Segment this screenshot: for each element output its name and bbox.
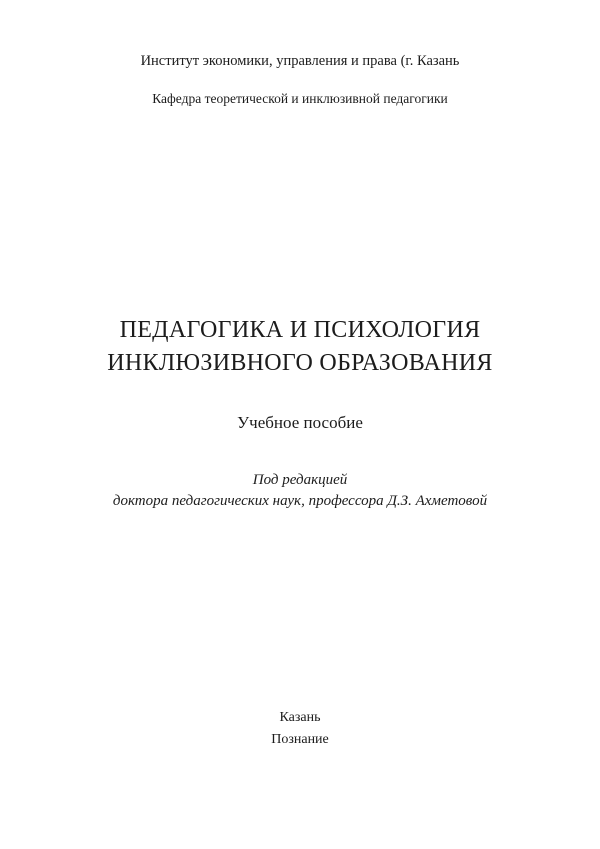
institute-name: Институт экономики, управления и права (г. Казань xyxy=(140,53,460,69)
imprint-city: Казань xyxy=(279,710,321,725)
editor-credit xyxy=(0,470,600,512)
book-title xyxy=(0,314,600,380)
book-subtitle: Учебное пособие xyxy=(237,413,363,432)
imprint-publisher: Познание xyxy=(271,731,329,747)
book-title-line-1: ПЕДАГОГИКА И ПСИХОЛОГИЯ xyxy=(119,317,481,343)
department-name: Кафедра теоретической и инклюзивной педагогики xyxy=(152,91,448,106)
imprint xyxy=(0,707,600,750)
editor-credit-line-1: Под редакцией xyxy=(252,472,348,488)
editor-credit-line-2: доктора педагогических наук, профессора Д.З. Ахметовой xyxy=(112,493,488,509)
book-title-line-2: ИНКЛЮЗИВНОГО ОБРАЗОВАНИЯ xyxy=(107,350,493,376)
